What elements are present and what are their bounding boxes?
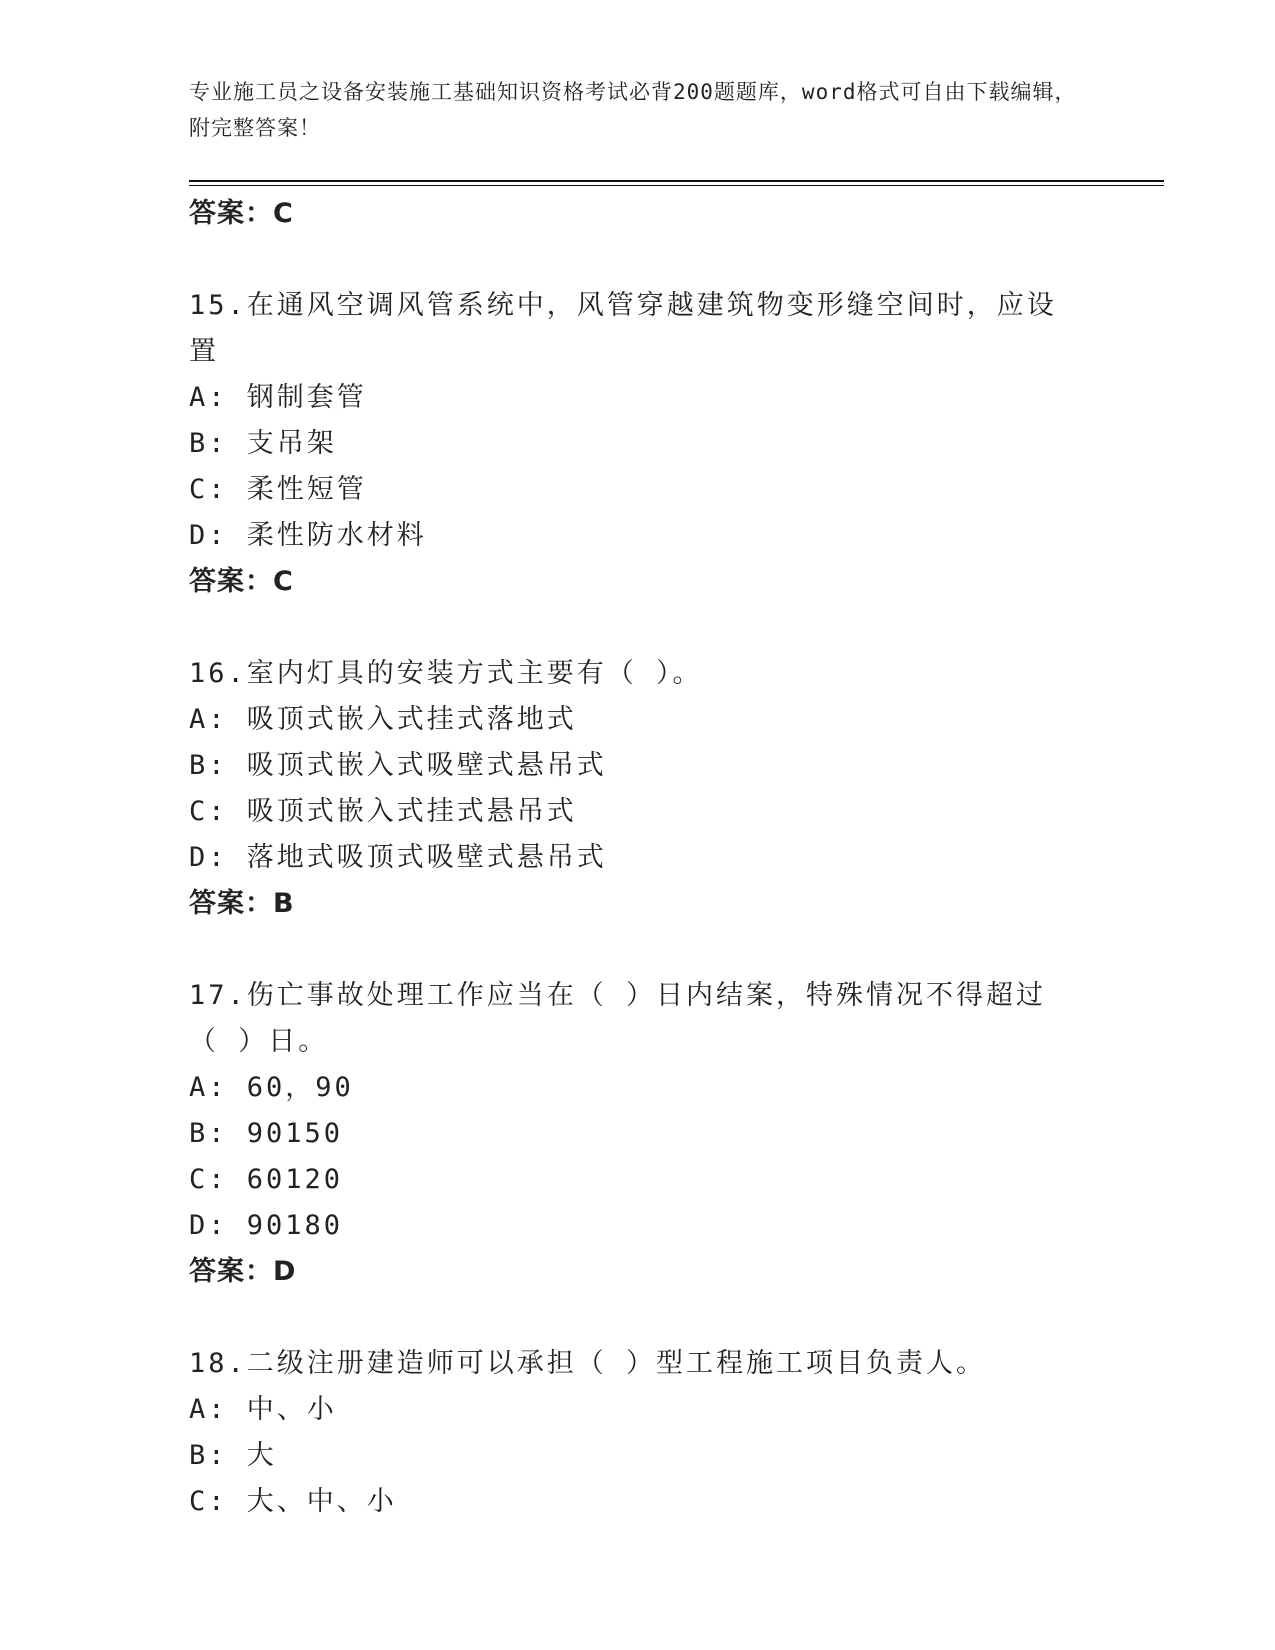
spacer — [189, 237, 1089, 283]
option-a: A: 60，90 — [189, 1072, 354, 1103]
option-a: A: 钢制套管 — [189, 382, 367, 413]
question-text: 16.室内灯具的安装方式主要有（ ）。 — [189, 658, 703, 689]
question-text: 15.在通风空调风管系统中，风管穿越建筑物变形缝空间时，应设置 — [189, 290, 1057, 367]
option-d: D: 90180 — [189, 1210, 344, 1241]
spacer — [189, 1295, 1089, 1341]
previous-answer: 答案：C — [189, 198, 294, 229]
spacer — [189, 605, 1089, 651]
option-a: A: 吸顶式嵌入式挂式落地式 — [189, 704, 577, 735]
option-b: B: 90150 — [189, 1118, 344, 1149]
question-block — [189, 651, 1089, 927]
option-a: A: 中、小 — [189, 1394, 337, 1425]
answer: 答案：B — [189, 888, 295, 919]
question-block — [189, 283, 1089, 605]
question-text: 17.伤亡事故处理工作应当在（ ）日内结案，特殊情况不得超过（ ）日。 — [189, 980, 1047, 1057]
option-b: B: 吸顶式嵌入式吸壁式悬吊式 — [189, 750, 607, 781]
document-header: 专业施工员之设备安装施工基础知识资格考试必背200题题库，word格式可自由下载编辑，附完整答案！ — [189, 80, 1077, 140]
question-list — [189, 191, 1089, 1525]
option-c: C: 柔性短管 — [189, 474, 367, 505]
header-rule-thin — [189, 185, 1164, 186]
option-c: C: 大、中、小 — [189, 1486, 397, 1517]
option-d: D: 柔性防水材料 — [189, 520, 427, 551]
spacer — [189, 927, 1089, 973]
answer: 答案：D — [189, 1256, 297, 1287]
question-text: 18.二级注册建造师可以承担（ ）型工程施工项目负责人。 — [189, 1348, 987, 1379]
option-b: B: 支吊架 — [189, 428, 337, 459]
option-c: C: 吸顶式嵌入式挂式悬吊式 — [189, 796, 577, 827]
question-block — [189, 973, 1089, 1295]
option-c: C: 60120 — [189, 1164, 344, 1195]
option-b: B: 大 — [189, 1440, 277, 1471]
question-block — [189, 1341, 1089, 1525]
header-rule-thick — [189, 180, 1164, 182]
answer: 答案：C — [189, 566, 294, 597]
option-d: D: 落地式吸顶式吸壁式悬吊式 — [189, 842, 607, 873]
